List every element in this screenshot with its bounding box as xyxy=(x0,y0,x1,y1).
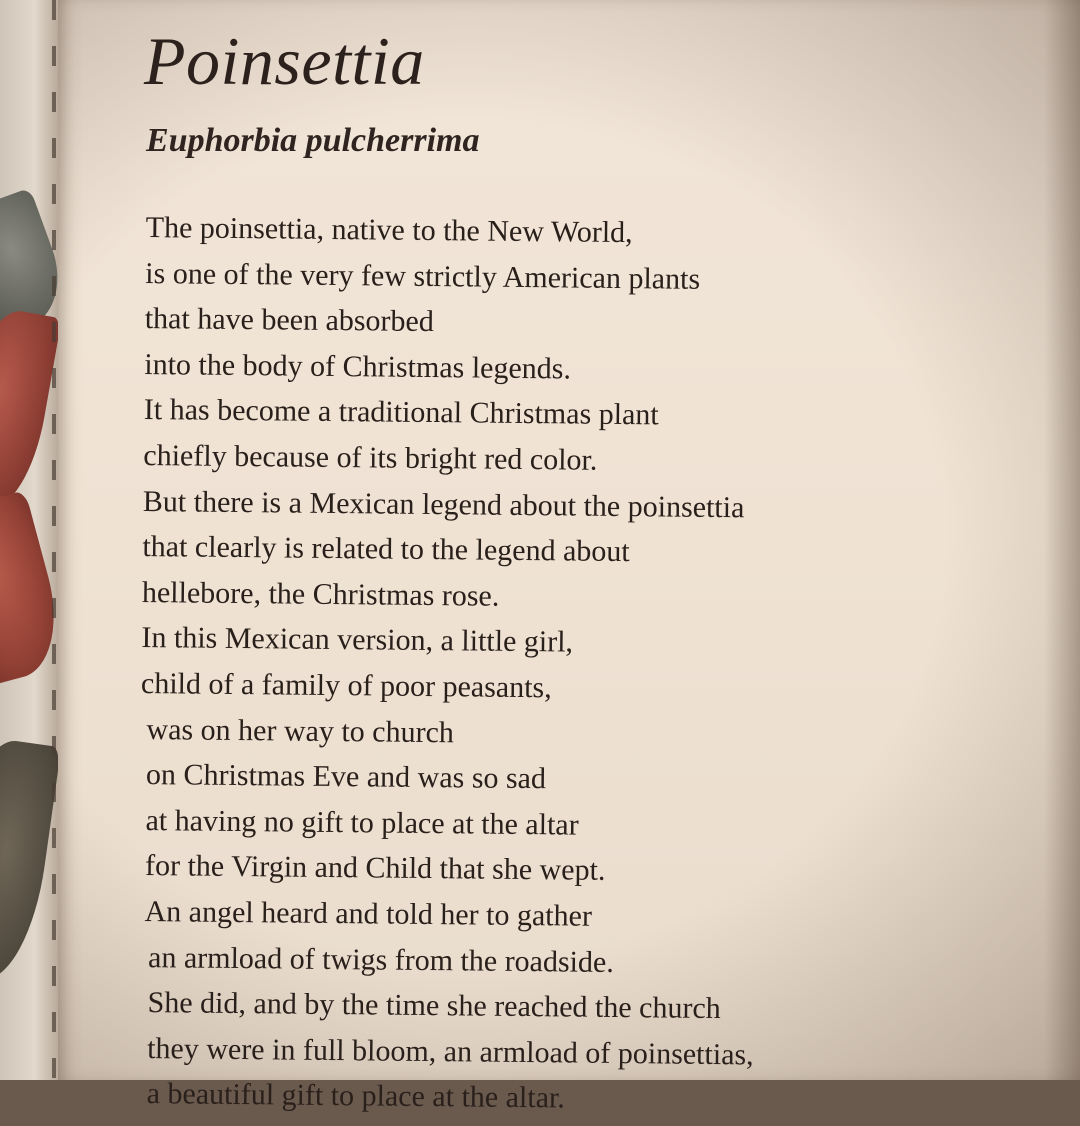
text-line: child of a family of poor peasants, xyxy=(140,666,552,705)
text-line: a beautiful gift to place at the altar. xyxy=(146,1077,565,1115)
text-line: But there is a Mexican legend about the poinsettia xyxy=(142,484,745,524)
text-line: for the Virgin and Child that she wept. xyxy=(144,849,606,888)
page-title: Poinsettia xyxy=(144,23,425,99)
text-line: An angel heard and told her to gather xyxy=(144,894,593,933)
text-line: hellebore, the Christmas rose. xyxy=(141,575,500,613)
text-line: that have been absorbed xyxy=(144,302,435,339)
text-line: was on her way to church xyxy=(146,712,455,749)
text-line: they were in full bloom, an armload of poinsettias, xyxy=(146,1031,754,1072)
text-line: at having no gift to place at the altar xyxy=(145,803,579,842)
text-line: into the body of Christmas legends. xyxy=(144,347,572,386)
legend-text xyxy=(136,205,1045,1126)
text-line: an armload of twigs from the roadside. xyxy=(147,940,614,979)
book-page xyxy=(58,0,1080,1115)
text-line: chiefly because of its bright red color. xyxy=(143,438,598,477)
facing-page-illustration xyxy=(0,0,58,1080)
book-binding xyxy=(52,0,56,1080)
text-line: She did, and by the time she reached the church xyxy=(147,986,721,1026)
text-line: In this Mexican version, a little girl, xyxy=(141,621,574,659)
text-line: that clearly is related to the legend about xyxy=(142,530,630,569)
text-line: on Christmas Eve and was so sad xyxy=(145,758,547,796)
text-line: It has become a traditional Christmas plant xyxy=(143,393,659,432)
text-line: The poinsettia, native to the New World, xyxy=(145,210,633,250)
text-line: is one of the very few strictly American plants xyxy=(145,256,701,296)
page-edge-shadow xyxy=(1044,0,1080,1080)
botanical-name: Euphorbia pulcherrima xyxy=(146,122,480,159)
